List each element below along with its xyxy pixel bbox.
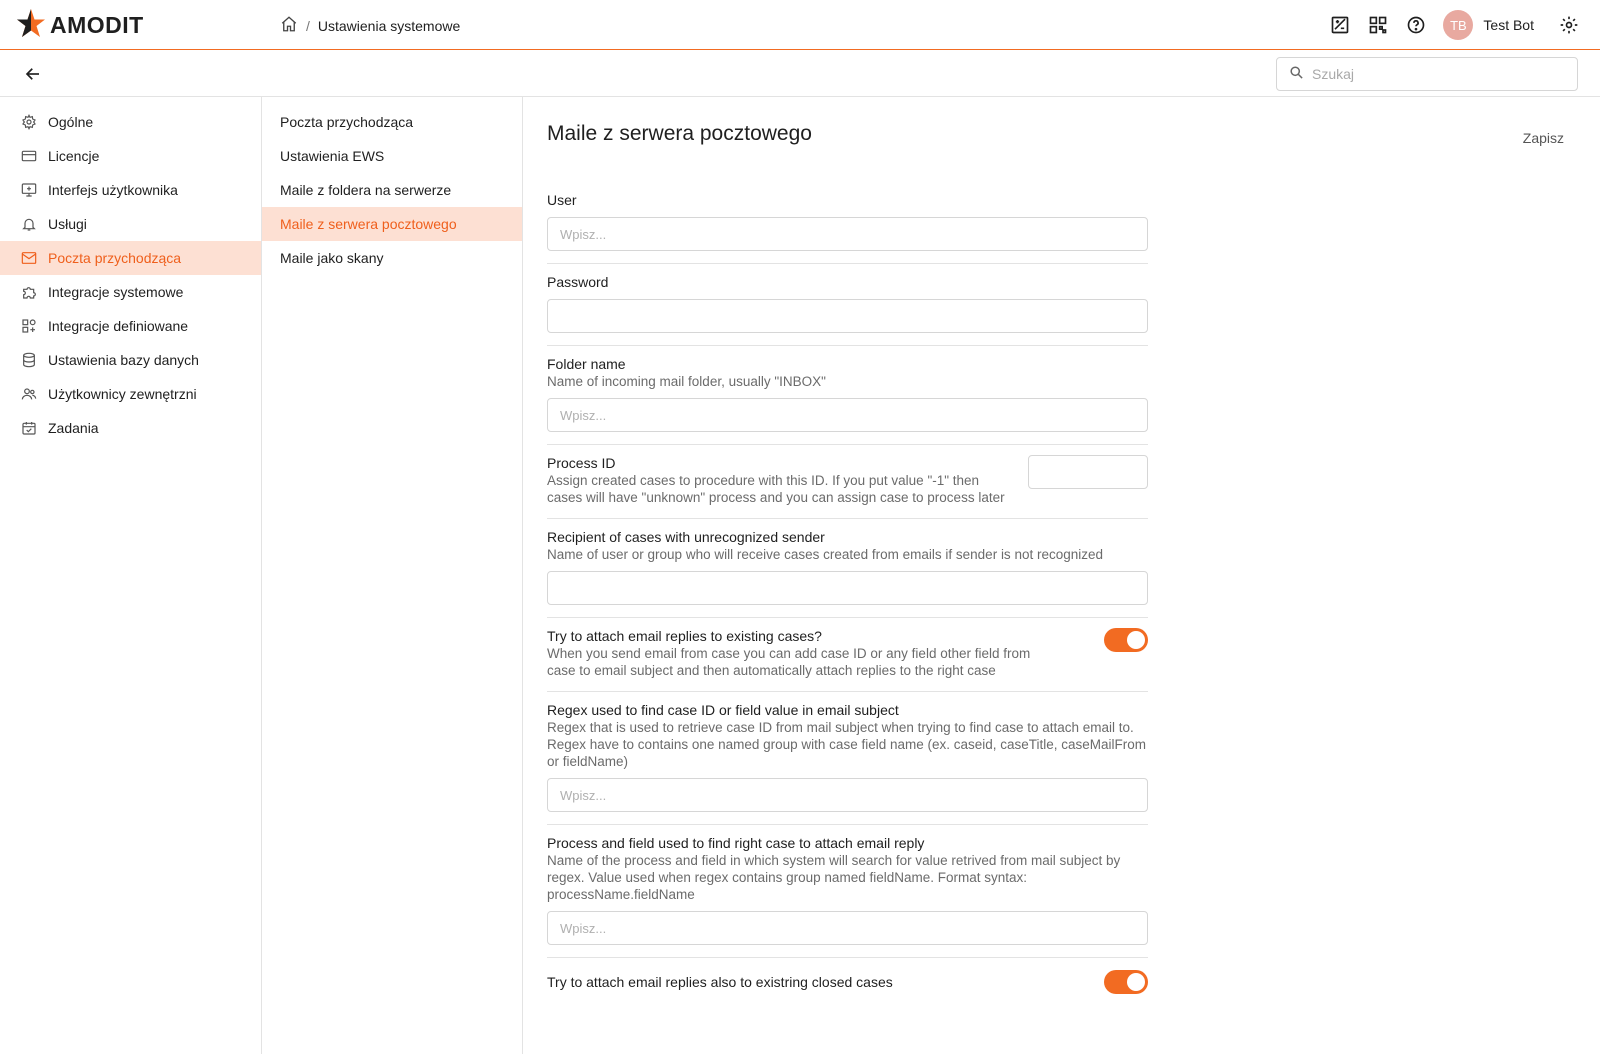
avatar[interactable]: TB <box>1443 10 1473 40</box>
toggle-knob <box>1127 631 1145 649</box>
dashboard-grid-icon[interactable] <box>1367 14 1389 36</box>
home-icon[interactable] <box>280 15 298 36</box>
field-label: Try to attach email replies also to existring closed cases <box>547 973 893 990</box>
sidebar-item-label: Ogólne <box>48 114 94 130</box>
sidebar-item-label: Zadania <box>48 420 99 436</box>
top-right-toolbar <box>1329 10 1580 40</box>
user-input[interactable] <box>547 217 1148 251</box>
field-description: Name of user or group who will receive cases created from emails if sender is not recognized <box>547 547 1103 562</box>
sidebar-item-integracje-systemowe[interactable] <box>0 275 261 309</box>
back-arrow-icon[interactable] <box>22 63 44 85</box>
field-description: Name of incoming mail folder, usually "INBOX" <box>547 374 826 389</box>
help-icon[interactable] <box>1405 14 1427 36</box>
attach-replies-toggle[interactable] <box>1104 628 1148 652</box>
field-description: Name of the process and field in which system will search for value retrived from mail subject by regex. Value used when regex contains group named fieldName. Format syntax: processName.fieldName <box>547 853 1121 902</box>
breadcrumb <box>280 15 460 36</box>
process-id-input[interactable] <box>1028 455 1148 489</box>
subnav-item-poczta-przychodzaca[interactable]: Poczta przychodząca <box>280 114 414 130</box>
sidebar-item-label: Integracje systemowe <box>48 284 184 300</box>
field-attach-replies <box>547 618 1148 692</box>
sidebar-item-label: Integracje definiowane <box>48 318 189 334</box>
field-regex <box>547 692 1148 825</box>
users-icon <box>20 385 38 403</box>
user-name[interactable]: Test Bot <box>1483 17 1534 33</box>
calendar-check-icon <box>20 419 38 437</box>
logo-text: AMODIT <box>50 12 144 38</box>
logo[interactable] <box>16 8 144 43</box>
main-content <box>523 97 1600 1054</box>
card-icon <box>20 147 38 165</box>
page-title: Maile z serwera pocztowego <box>547 122 812 145</box>
field-label: Process and field used to find right case to attach email reply <box>547 835 925 851</box>
regex-input[interactable] <box>547 778 1148 812</box>
field-label: Folder name <box>547 356 626 372</box>
field-label: User <box>547 192 577 208</box>
field-folder-name <box>547 346 1148 445</box>
sidebar-item-bazy-danych[interactable] <box>0 343 261 377</box>
subnav-item-ustawienia-ews[interactable]: Ustawienia EWS <box>280 148 385 164</box>
settings-gear-icon[interactable] <box>1558 14 1580 36</box>
sidebar-item-uzytkownicy[interactable] <box>0 377 261 411</box>
field-label: Regex used to find case ID or field value in email subject <box>547 702 899 718</box>
subnav-item-maile-z-foldera[interactable]: Maile z foldera na serwerze <box>280 182 452 198</box>
folder-name-input[interactable] <box>547 398 1148 432</box>
field-label: Password <box>547 274 609 290</box>
field-password <box>547 264 1148 346</box>
mail-icon <box>20 249 38 267</box>
sub-bar <box>0 51 1600 97</box>
field-user <box>547 182 1148 264</box>
sidebar-item-licencje[interactable] <box>0 139 261 173</box>
save-button[interactable]: Zapisz <box>1522 130 1564 146</box>
monitor-icon <box>20 181 38 199</box>
breadcrumb-current: Ustawienia systemowe <box>317 17 461 34</box>
logo-star-icon <box>16 8 46 43</box>
database-icon <box>20 351 38 369</box>
settings-form <box>547 182 1148 1006</box>
subnav-item-maile-jako-skany[interactable]: Maile jako skany <box>280 250 384 266</box>
sidebar-item-uslugi[interactable] <box>0 207 261 241</box>
sidebar-item-ogolne[interactable] <box>0 105 261 139</box>
recipient-input[interactable] <box>547 571 1148 605</box>
field-description: When you send email from case you can add case ID or any field other field from case to email subject and then automatically attach replies to the right case <box>547 646 1031 678</box>
sidebar-item-label: Ustawienia bazy danych <box>48 352 199 368</box>
field-attach-closed <box>547 958 1148 1006</box>
sidebar-item-label: Interfejs użytkownika <box>48 182 178 198</box>
sidebar-item-label: Licencje <box>48 148 100 164</box>
password-input[interactable] <box>547 299 1148 333</box>
process-field-input[interactable] <box>547 911 1148 945</box>
sidebar-item-integracje-definiowane[interactable] <box>0 309 261 343</box>
top-bar <box>0 0 1600 50</box>
search-icon <box>1289 65 1304 83</box>
field-description: Assign created cases to procedure with this ID. If you put value "-1" then cases will have "unknown" process and you can assign case to process later <box>547 473 1005 505</box>
field-process-id <box>547 445 1148 519</box>
bell-icon <box>20 215 38 233</box>
field-label: Try to attach email replies to existing cases? <box>547 628 822 644</box>
search-input[interactable] <box>1312 66 1552 82</box>
sidebar-item-zadania[interactable] <box>0 411 261 445</box>
toggle-knob <box>1127 973 1145 991</box>
field-label: Process ID <box>547 455 616 471</box>
sidebar-item-poczta[interactable] <box>0 241 261 275</box>
subnav-item-maile-z-serwera[interactable]: Maile z serwera pocztowego <box>262 207 522 241</box>
sidebar <box>0 97 262 1054</box>
puzzle-icon <box>20 283 38 301</box>
apps-add-icon <box>20 317 38 335</box>
gear-icon <box>20 113 38 131</box>
field-description: Regex that is used to retrieve case ID from mail subject when trying to find case to attach email to. Regex have to contains one named group with case field name (ex. caseid, caseTitle, caseMailFrom or fieldName) <box>547 720 1147 769</box>
search-box <box>1276 57 1578 91</box>
sidebar-item-interfejs[interactable] <box>0 173 261 207</box>
field-label: Recipient of cases with unrecognized sender <box>547 529 825 545</box>
field-process-field <box>547 825 1148 958</box>
sidebar-item-label: Usługi <box>48 216 87 232</box>
field-recipient <box>547 519 1148 618</box>
breadcrumb-separator: / <box>306 17 310 34</box>
sidebar-item-label: Użytkownicy zewnętrzni <box>48 386 197 402</box>
attach-closed-toggle[interactable] <box>1104 970 1148 994</box>
subnav <box>262 97 523 1054</box>
sidebar-item-label: Poczta przychodząca <box>48 250 182 266</box>
chart-icon[interactable] <box>1329 14 1351 36</box>
